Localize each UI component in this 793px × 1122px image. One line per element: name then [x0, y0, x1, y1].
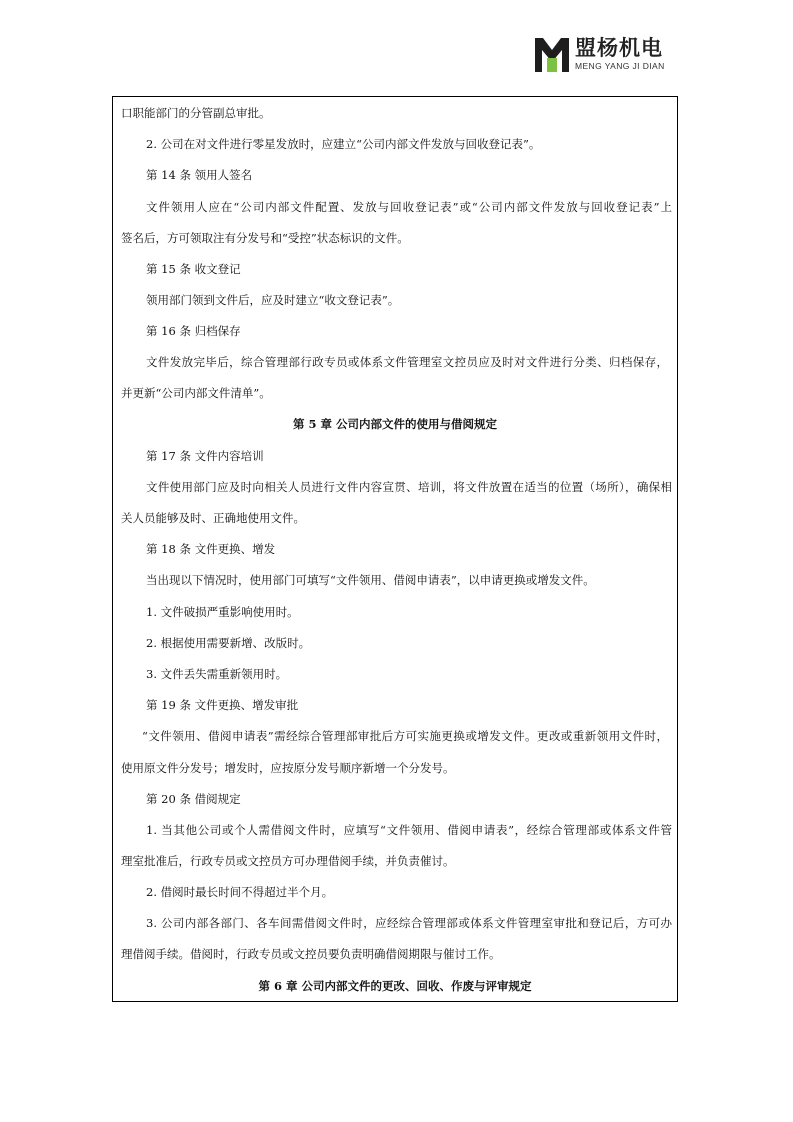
paragraph-line: 文件使用部门应及时向相关人员进行文件内容宣贯、培训，将文件放置在适当的位置（场所），确保相	[146, 480, 672, 494]
paragraph-line: 文件发放完毕后，综合管理部行政专员或体系文件管理室文控员应及时对文件进行分类、归档保存，	[146, 355, 668, 369]
paragraph-line: 理室批准后，行政专员或文控员方可办理借阅手续，并负责催讨。	[121, 854, 455, 868]
paragraph-line: 理借阅手续。借阅时，行政专员或文控员要负责明确借阅期限与催讨工作。	[121, 947, 501, 961]
list-item: 3. 文件丢失需重新领用时。	[146, 667, 288, 681]
list-item: 1. 文件破损严重影响使用时。	[146, 605, 299, 619]
paragraph-line: “文件领用、借阅申请表”需经综合管理部审批后方可实施更换或增发文件。更改或重新领用文件时，	[142, 729, 668, 743]
article-heading: 第 15 条 收文登记	[146, 262, 241, 276]
paragraph-line: 使用原文件分发号；增发时，应按原分发号顺序新增一个分发号。	[121, 761, 455, 775]
chapter-heading: 第 5 章 公司内部文件的使用与借阅规定	[292, 417, 497, 431]
brand-name-en: MENG YANG JI DIAN	[575, 61, 665, 71]
article-heading: 第 16 条 归档保存	[146, 324, 241, 338]
list-item: 1. 当其他公司或个人需借阅文件时，应填写“文件领用、借阅申请表”，经综合管理部或体系文件管	[146, 823, 672, 837]
paragraph-line: 签名后，方可领取注有分发号和“受控”状态标识的文件。	[121, 231, 409, 245]
paragraph-line: 并更新“公司内部文件清单”。	[121, 386, 271, 400]
brand-name-cn: 盟杨机电	[575, 36, 663, 60]
paragraph-line: 领用部门领到文件后，应及时建立“收文登记表”。	[146, 293, 400, 307]
list-item: 3. 公司内部各部门、各车间需借阅文件时，应经综合管理部或体系文件管理室审批和登记后，方可办	[146, 916, 672, 930]
paragraph-line: 当出现以下情况时，使用部门可填写“文件领用、借阅申请表”，以申请更换或增发文件。	[146, 573, 595, 587]
article-heading: 第 19 条 文件更换、增发审批	[146, 698, 299, 712]
article-heading: 第 17 条 文件内容培训	[146, 449, 264, 463]
company-logo-mark-icon	[535, 38, 569, 72]
list-item: 2. 借阅时最长时间不得超过半个月。	[146, 885, 334, 899]
paragraph-line: 文件领用人应在“公司内部文件配置、发放与回收登记表”或“公司内部文件发放与回收登记表”上	[146, 200, 672, 214]
paragraph-line: 口职能部门的分管副总审批。	[121, 106, 271, 120]
article-heading: 第 18 条 文件更换、增发	[146, 542, 276, 556]
list-item: 2. 根据使用需要新增、改版时。	[146, 636, 311, 650]
chapter-heading: 第 6 章 公司内部文件的更改、回收、作废与评审规定	[258, 979, 532, 993]
paragraph-line: 2. 公司在对文件进行零星发放时，应建立“公司内部文件发放与回收登记表”。	[146, 137, 541, 151]
article-heading: 第 20 条 借阅规定	[146, 792, 241, 806]
article-heading: 第 14 条 领用人签名	[146, 168, 253, 182]
paragraph-line: 关人员能够及时、正确地使用文件。	[121, 511, 305, 525]
